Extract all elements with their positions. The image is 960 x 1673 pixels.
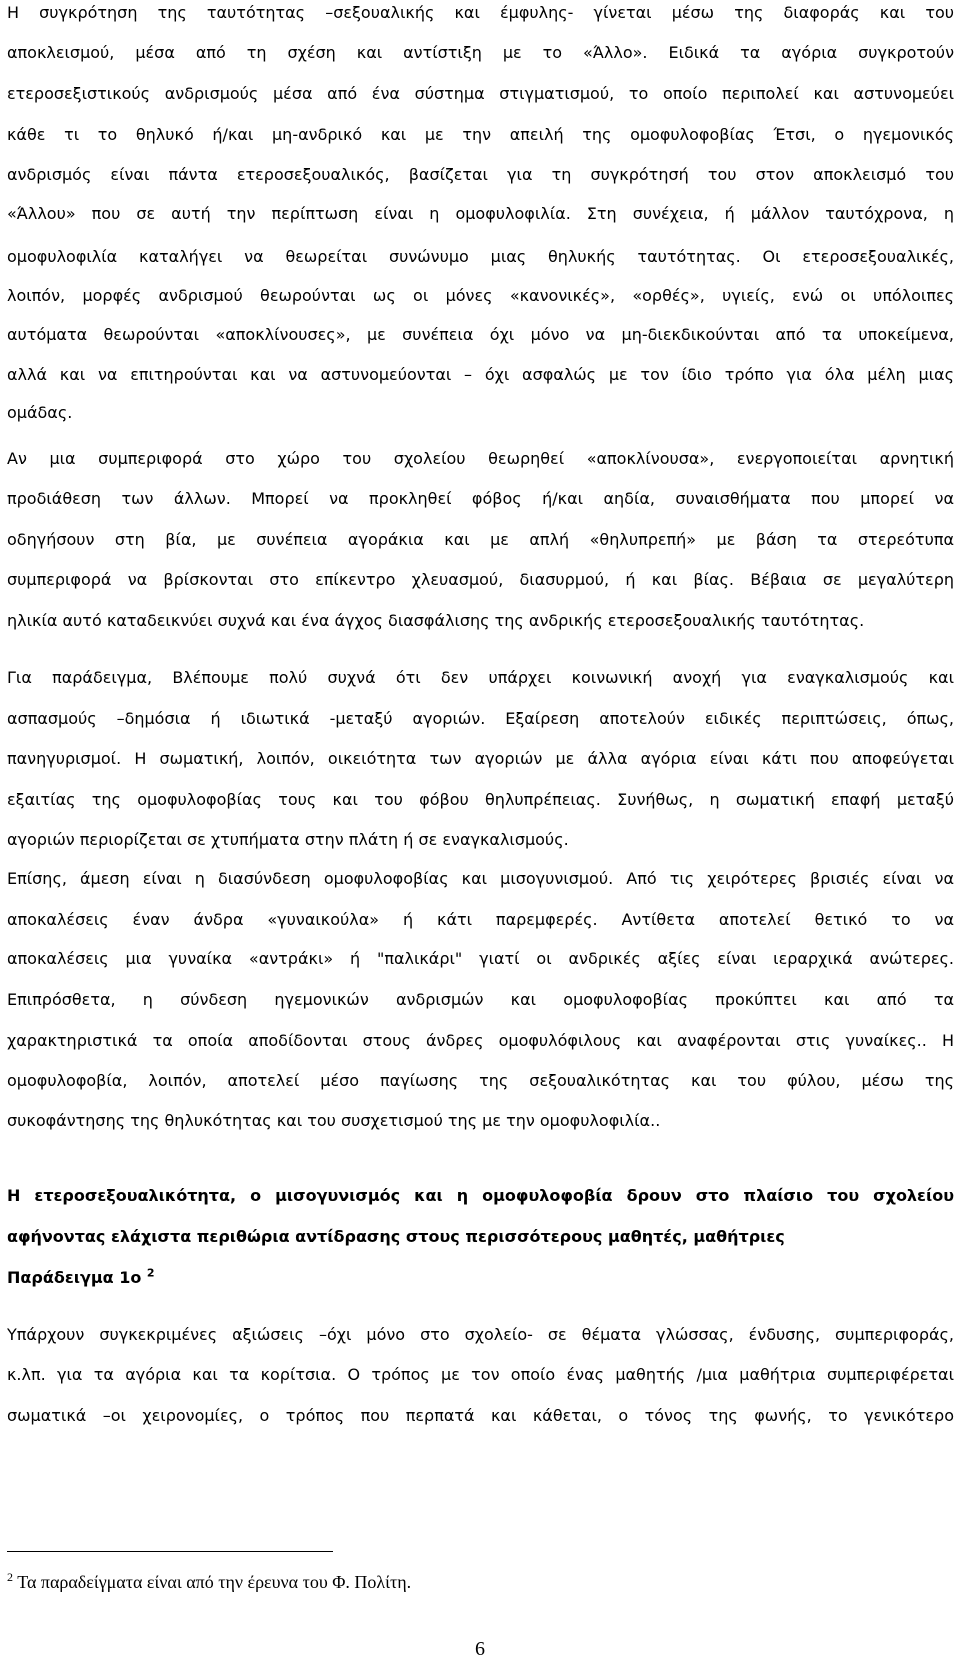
text-line bbox=[7, 1110, 954, 1132]
text-line bbox=[7, 529, 954, 551]
text-line bbox=[7, 708, 954, 730]
text-line bbox=[7, 829, 954, 851]
line-text: Υπάρχουν συγκεκριμένες αξιώσεις –όχι μόνο στο σχολείο- σε θέματα γλώσσας, ένδυσης, συμπεριφοράς, bbox=[7, 1325, 954, 1344]
line-text: αγοριών περιορίζεται σε χτυπήματα στην πλάτη ή σε εναγκαλισμούς. bbox=[7, 830, 569, 849]
text-line bbox=[7, 124, 954, 146]
line-text: πανηγυρισμοί. Η σωματική, λοιπόν, οικειότητα των αγοριών με άλλα αγόρια είναι κάτι που αποφεύγεται bbox=[7, 749, 954, 768]
footnote bbox=[7, 1572, 411, 1593]
text-line bbox=[7, 203, 954, 225]
line-text: εξαιτίας της ομοφυλοφοβίας τους και του φόβου θηλυπρέπειας. Συνήθως, η σωματική επαφή μεταξύ bbox=[7, 790, 954, 809]
line-text: ανδρισμός είναι πάντα ετεροσεξουαλικός, βασίζεται για τη συγκρότησή του στον αποκλεισμό του bbox=[7, 165, 954, 184]
text-line bbox=[7, 448, 954, 470]
line-text: Η ετεροσεξουαλικότητα, ο μισογυνισμός και η ομοφυλοφοβία δρουν στο πλαίσιο του σχολείου bbox=[7, 1186, 954, 1205]
text-line bbox=[7, 1185, 954, 1207]
text-line bbox=[7, 610, 954, 632]
text-line bbox=[7, 667, 954, 689]
line-text: αφήνοντας ελάχιστα περιθώρια αντίδρασης στους περισσότερους μαθητές, μαθήτριες bbox=[7, 1227, 785, 1246]
text-line bbox=[7, 1405, 954, 1427]
line-text: Παράδειγμα 1ο bbox=[7, 1268, 147, 1287]
line-text: ηλικία αυτό καταδεικνύει συχνά και ένα άγχος διασφάλισης της ανδρικής ετεροσεξουαλικής ταυτότητας. bbox=[7, 611, 865, 630]
footnote-reference: 2 bbox=[146, 1267, 155, 1280]
line-text: αποκαλέσεις μια γυναίκα «αντράκι» ή "παλικάρι" γιατί οι ανδρικές αξίες είναι ιεραρχικά ανώτερες. bbox=[7, 949, 954, 968]
line-text: αλλά και να επιτηρούνται και να αστυνομεύονται – όχι ασφαλώς με τον ίδιο τρόπο για όλα μέλη μιας bbox=[7, 365, 954, 384]
line-text: αποκαλέσεις έναν άνδρα «γυναικούλα» ή κάτι παρεμφερές. Αντίθετα αποτελεί θετικό το να bbox=[7, 910, 954, 929]
line-text: ασπασμούς –δημόσια ή ιδιωτικά -μεταξύ αγοριών. Εξαίρεση αποτελούν ειδικές περιπτώσεις, όπως, bbox=[7, 709, 954, 728]
text-line bbox=[7, 164, 954, 186]
line-text: ομοφυλοφοβία, λοιπόν, αποτελεί μέσο παγίωσης της σεξουαλικότητας και του φύλου, μέσω της bbox=[7, 1071, 954, 1090]
line-text: προδιάθεση των άλλων. Μπορεί να προκληθεί φόβος ή/και αηδία, συναισθήματα που μπορεί να bbox=[7, 489, 954, 508]
text-line bbox=[7, 324, 954, 346]
line-text: ετεροσεξιστικούς ανδρισμούς μέσα από ένα σύστημα στιγματισμού, το οποίο περιπολεί και αστυνομεύει bbox=[7, 84, 954, 103]
text-line bbox=[7, 1226, 954, 1248]
line-text: σωματικά –οι χειρονομίες, ο τρόπος που περπατά και κάθεται, ο τόνος της φωνής, το γενικότερο bbox=[7, 1406, 954, 1425]
text-line bbox=[7, 909, 954, 931]
page-number: 6 bbox=[475, 1638, 485, 1660]
line-text: «Άλλου» που σε αυτή την περίπτωση είναι η ομοφυλοφιλία. Στη συνέχεια, ή μάλλον ταυτόχρονα, η bbox=[7, 204, 954, 223]
line-text: συκοφάντησης της θηλυκότητας και του συσχετισμού της με την ομοφυλοφιλία.. bbox=[7, 1111, 661, 1130]
line-text: αποκλεισμού, μέσα από τη σχέση και αντίστιξη με το «Άλλο». Ειδικά τα αγόρια συγκροτούν bbox=[7, 43, 954, 62]
line-text: Για παράδειγμα, Βλέπουμε πολύ συχνά ότι δεν υπάρχει κοινωνική ανοχή για εναγκαλισμούς και bbox=[7, 668, 954, 687]
line-text: λοιπόν, μορφές ανδρισμού θεωρούνται ως οι μόνες «κανονικές», «ορθές», υγιείς, ενώ οι υπόλοιπες bbox=[7, 286, 954, 305]
line-text: χαρακτηριστικά τα οποία αποδίδονται στους άνδρες ομοφυλόφιλους και αναφέρονται στις γυναίκες.. Η bbox=[7, 1031, 954, 1050]
footnote-separator bbox=[7, 1551, 333, 1552]
text-line bbox=[7, 83, 954, 105]
text-line bbox=[7, 488, 954, 510]
text-line bbox=[7, 748, 954, 770]
text-line bbox=[7, 868, 954, 890]
line-text: κάθε τι το θηλυκό ή/και μη-ανδρικό και με την απειλή της ομοφυλοφοβίας Έτσι, ο ηγεμονικός bbox=[7, 125, 954, 144]
line-text: ομάδας. bbox=[7, 403, 73, 422]
text-line bbox=[7, 1030, 954, 1052]
text-line bbox=[7, 2, 954, 24]
line-text: αυτόματα θεωρούνται «αποκλίνουσες», με συνέπεια όχι μόνο να μη-διεκδικούνται από τα υποκείμενα, bbox=[7, 325, 954, 344]
text-line bbox=[7, 285, 954, 307]
text-line bbox=[7, 1364, 954, 1386]
text-line bbox=[7, 948, 954, 970]
text-line bbox=[7, 989, 954, 1011]
text-line bbox=[7, 1267, 954, 1289]
text-line bbox=[7, 1070, 954, 1092]
line-text: οδηγήσουν στη βία, με συνέπεια αγοράκια και με απλή «θηλυπρεπή» με βάση τα στερεότυπα bbox=[7, 530, 954, 549]
line-text: συμπεριφορά να βρίσκονται στο επίκεντρο χλευασμού, διασυρμού, ή και βίας. Βέβαια σε μεγαλύτερη bbox=[7, 570, 954, 589]
line-text: Επίσης, άμεση είναι η διασύνδεση ομοφυλοφοβίας και μισογυνισμού. Από τις χειρότερες βρισιές είναι να bbox=[7, 869, 954, 888]
line-text: Αν μια συμπεριφορά στο χώρο του σχολείου θεωρηθεί «αποκλίνουσα», ενεργοποιείται αρνητική bbox=[7, 449, 954, 468]
line-text: Επιπρόσθετα, η σύνδεση ηγεμονικών ανδρισμών και ομοφυλοφοβίας προκύπτει και από τα bbox=[7, 990, 954, 1009]
text-line bbox=[7, 42, 954, 64]
footnote-text: Τα παραδείγματα είναι από την έρευνα του Φ. Πολίτη. bbox=[17, 1572, 412, 1592]
line-text: κ.λπ. για τα αγόρια και τα κορίτσια. Ο τρόπος με τον οποίο ένας μαθητής /μια μαθήτρια συμπεριφέρεται bbox=[7, 1365, 954, 1384]
line-text: ομοφυλοφιλία καταλήγει να θεωρείται συνώνυμο μιας θηλυκής ταυτότητας. Οι ετεροσεξουαλικές, bbox=[7, 247, 954, 266]
text-line bbox=[7, 1324, 954, 1346]
line-text: Η συγκρότηση της ταυτότητας –σεξουαλικής και έμφυλης- γίνεται μέσω της διαφοράς και του bbox=[7, 3, 954, 22]
text-line bbox=[7, 789, 954, 811]
text-line bbox=[7, 569, 954, 591]
text-line bbox=[7, 364, 954, 386]
text-line bbox=[7, 402, 954, 424]
footnote-marker: 2 bbox=[7, 1570, 13, 1584]
text-line bbox=[7, 246, 954, 268]
